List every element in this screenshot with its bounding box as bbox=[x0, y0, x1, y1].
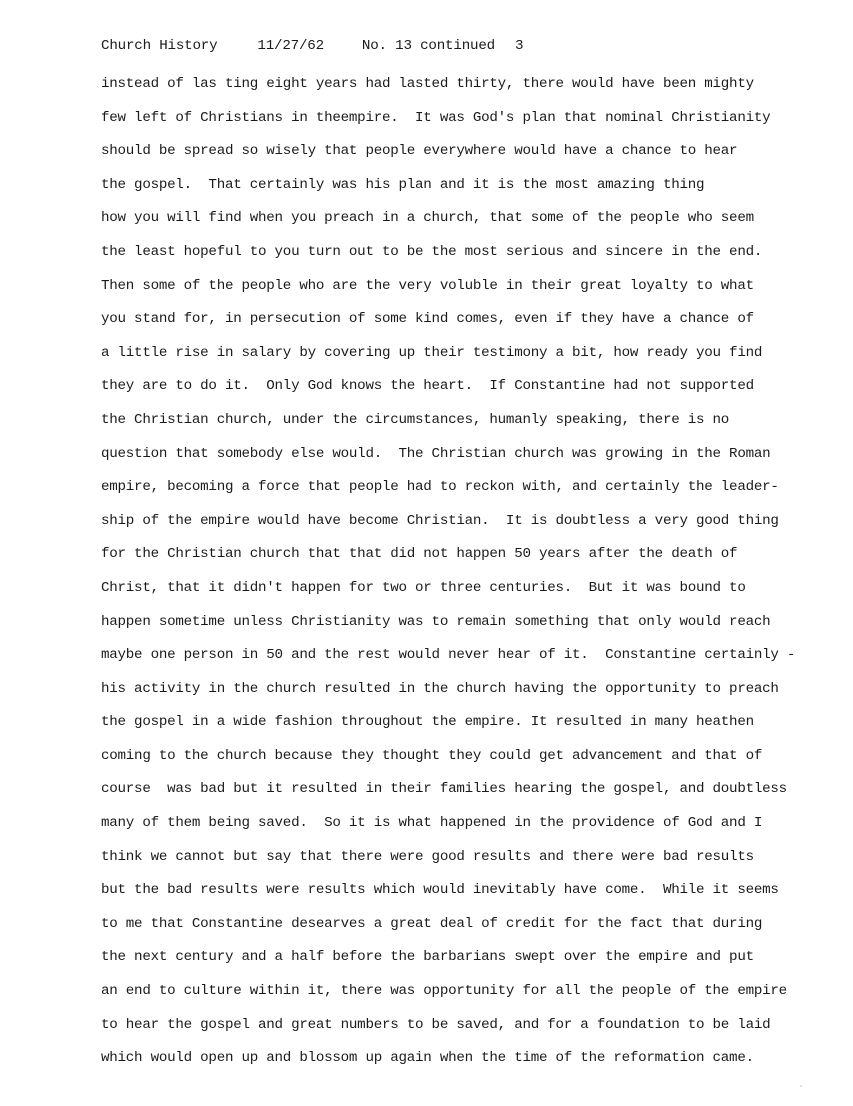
text-line: the gospel. That certainly was his plan and it is the most amazing thing bbox=[101, 176, 705, 193]
text-line: to hear the gospel and great numbers to be saved, and for a foundation to be laid bbox=[101, 1016, 771, 1033]
text-line: the Christian church, under the circumstances, humanly speaking, there is no bbox=[101, 411, 730, 428]
header-number: No. 13 continued bbox=[361, 38, 495, 54]
text-line: many of them being saved. So it is what happened in the providence of God and I bbox=[101, 815, 763, 832]
header-course: Church History bbox=[101, 38, 218, 54]
page-header bbox=[101, 34, 523, 58]
text-line: a little rise in salary by covering up their testimony a bit, how ready you find bbox=[101, 344, 763, 361]
text-line: his activity in the church resulted in the church having the opportunity to preach bbox=[101, 680, 779, 697]
text-line: which would open up and blossom up again when the time of the reformation came. bbox=[101, 1050, 754, 1067]
text-line: to me that Constantine desearves a great deal of credit for the fact that during bbox=[101, 915, 763, 932]
text-line: Christ, that it didn't happen for two or three centuries. But it was bound to bbox=[101, 579, 746, 596]
text-line: for the Christian church that that did not happen 50 years after the death of bbox=[101, 546, 738, 563]
text-line: how you will find when you preach in a church, that some of the people who seem bbox=[101, 210, 754, 227]
header-date: 11/27/62 bbox=[257, 38, 324, 54]
text-line: Then some of the people who are the very voluble in their great loyalty to what bbox=[101, 277, 754, 294]
text-line: you stand for, in persecution of some kind comes, even if they have a chance of bbox=[101, 311, 754, 328]
body-text bbox=[101, 68, 821, 1076]
text-line: the next century and a half before the barbarians swept over the empire and put bbox=[101, 949, 754, 966]
header-page-number: 3 bbox=[514, 38, 524, 54]
text-line: coming to the church because they thought they could get advancement and that of bbox=[101, 747, 763, 764]
text-line: the least hopeful to you turn out to be the most serious and sincere in the end. bbox=[101, 243, 763, 260]
text-line: empire, becoming a force that people had to reckon with, and certainly the leader- bbox=[101, 479, 779, 496]
text-line: they are to do it. Only God knows the heart. If Constantine had not supported bbox=[101, 378, 754, 395]
text-line: but the bad results were results which would inevitably have come. While it seems bbox=[101, 882, 779, 899]
text-line: few left of Christians in theempire. It was God's plan that nominal Christianity bbox=[101, 109, 771, 126]
text-line: happen sometime unless Christianity was to remain something that only would reach bbox=[101, 613, 771, 630]
text-line: maybe one person in 50 and the rest would never hear of it. Constantine certainly - bbox=[101, 647, 796, 664]
text-line: an end to culture within it, there was opportunity for all the people of the empire bbox=[101, 983, 787, 1000]
text-line: should be spread so wisely that people everywhere would have a chance to hear bbox=[101, 143, 738, 160]
paper-speck bbox=[800, 1085, 802, 1087]
text-line: think we cannot but say that there were good results and there were bad results bbox=[101, 848, 754, 865]
text-line: course was bad but it resulted in their families hearing the gospel, and doubtless bbox=[101, 781, 787, 798]
text-line: instead of las ting eight years had lasted thirty, there would have been mighty bbox=[101, 76, 754, 92]
text-line: question that somebody else would. The Christian church was growing in the Roman bbox=[101, 445, 771, 462]
text-line: ship of the empire would have become Christian. It is doubtless a very good thing bbox=[101, 512, 779, 529]
text-line: the gospel in a wide fashion throughout the empire. It resulted in many heathen bbox=[101, 714, 754, 731]
